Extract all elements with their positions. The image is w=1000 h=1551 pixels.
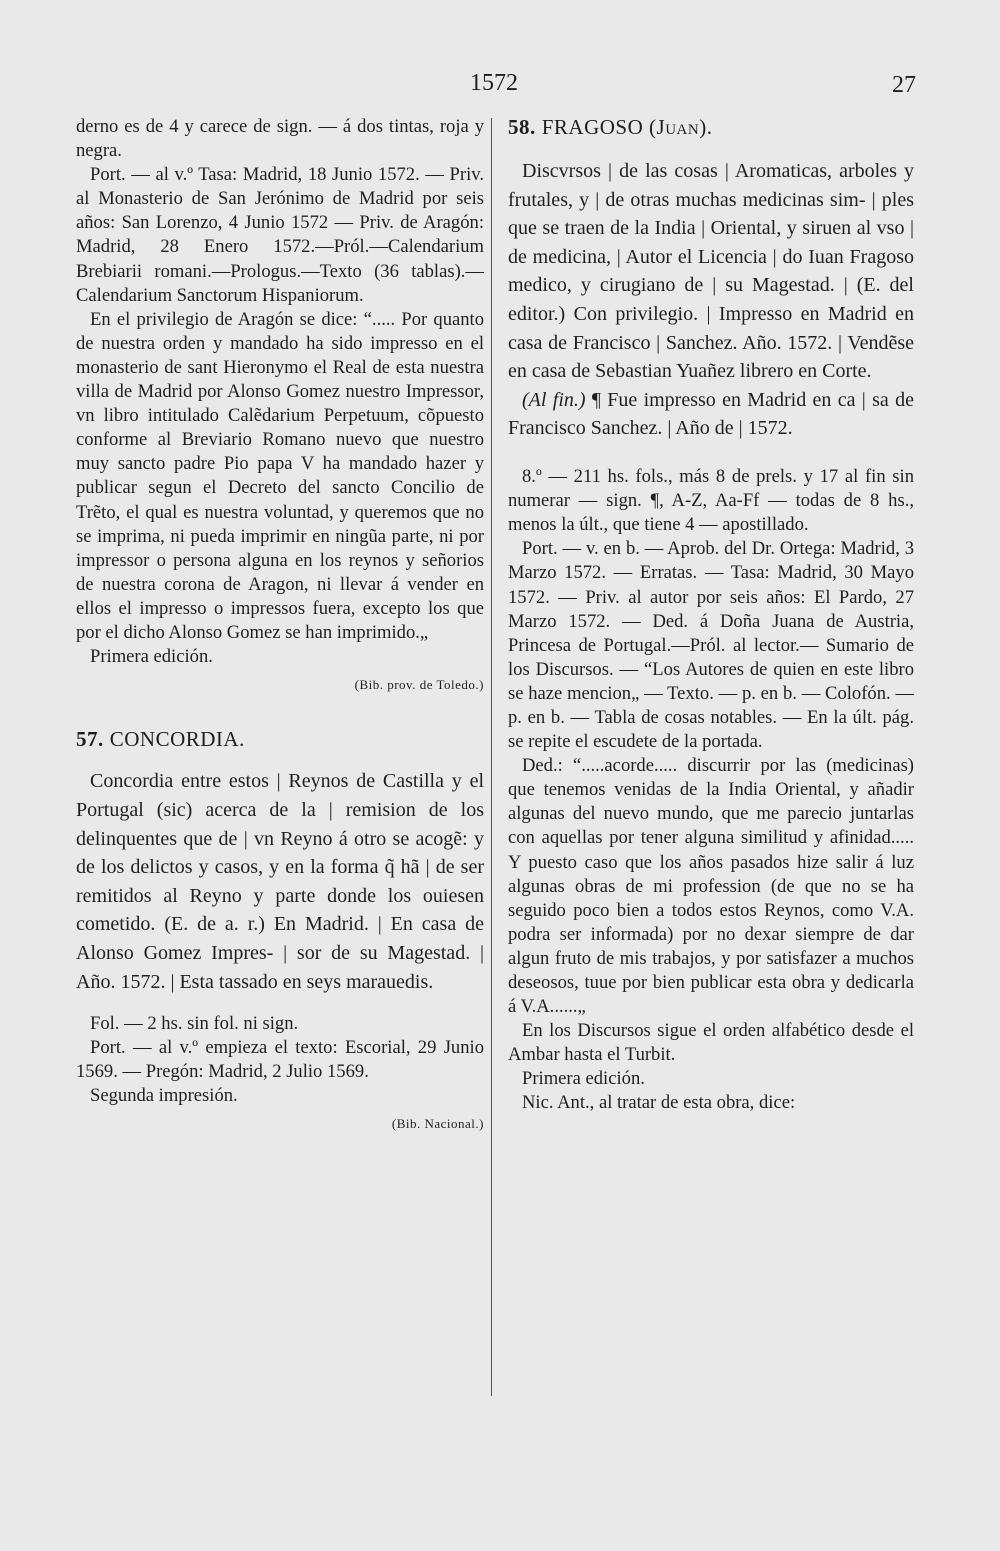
continuation-paragraph: derno es de 4 y carece de sign. — á dos tintas, roja y negra. [76,116,484,162]
entry-note: Primera edición. [522,1068,645,1090]
entry-transcribed-title: Discvrsos | de las cosas | Aromaticas, arboles y frutales, y | de otras muchas medicinas sim- | ples que se traen de la India | Oriental, y siruen al vso | de medicina, | Autor el Licencia | do Iuan Fragoso medico, y cirugiano de | su Magestad. | (E. del editor.) Con privilegio. | Impresso en Madrid en casa de Francisco | Sanchez. Año. 1572. | Vendẽse en casa de Sebastian Yuañez librero en Corte. [508,160,914,383]
entry-note: Port. — al v.º empieza el texto: Escorial, 29 Junio 1569. — Pregón: Madrid, 2 Julio 1569. [76,1037,484,1083]
right-column [508,115,914,1116]
entry-author-surname: FRAGOSO [541,115,644,139]
entry-note: En los Discursos sigue el orden alfabético desde el Ambar hasta el Turbit. [508,1020,914,1066]
entry-note: Segunda impresión. [90,1085,238,1107]
entry-number: 57. [76,727,104,752]
entry-note: Ded.: “.....acorde..... discurrir por las (medicinas) que tenemos venidas de la India Oriental, y añadir algunas del nuevo mundo, que me parecio juntarlas con aquellas por tener alguna similitud y afinidad..... Y puesto caso que los años pasados hize salir á luz algunas obras de mi profession (de que no se ha seguido poco bien a todos estos Reynos, como V.A. podra ser informada) por no dexar siempre de dar algun fruto de mis trabajos, y por satisfazer a muchos deseosos, tuue por bien publicar esta obra y dedicarla á V.A......„ [508,755,914,1018]
entry-number: 58. [508,115,536,139]
entry-heading [508,115,914,139]
running-header-year: 1572 [470,70,518,96]
continuation-paragraph: Primera edición. [90,646,213,668]
entry-heading [76,727,484,751]
entry-colophon [508,386,914,443]
colophon-label: (Al fin.) [522,388,586,411]
column-divider [491,118,492,1396]
continuation-paragraph: En el privilegio de Aragón se dice: “..... Por quanto de nuestra orden y mandado ha sido impresso en el monasterio de sant Hieronymo el Real de esta nuestra villa de Madrid por Alonso Gomez nuestro Impressor, vn libro intitulado Calẽdarium Perpetuum, cõpuesto conforme al Breviario Romano nuevo que nuestro muy sancto padre Pio papa V ha mandado hazer y publicar segun el Decreto del sancto Concilio de Trẽto, el qual es nuestra voluntad, y queremos que no se imprima, ni pueda imprimir en ningũa parte, ni por impressor o persona alguna en los reynos y señorios de nuestra corona de Aragon, ni llevar á vender en ellos el impresso o impressos fuera, excepto los que por el dicho Alonso Gomez se han imprimido.„ [76,308,484,643]
entry-note: Port. — v. en b. — Aprob. del Dr. Ortega: Madrid, 3 Marzo 1572. — Erratas. — Tasa: Madrid, 30 Mayo 1572. — Priv. al autor por seis años: El Pardo, 27 Marzo 1572. — Ded. á Doña Juana de Austria, Princesa de Portugal.—Pról. al lector.— Sumario de los Discursos. — “Los Autores de quien en este libro se haze mencion„ — Texto. — p. en b. — Colofón. — p. en b. — Tabla de cosas notables. — En la últ. pág. se repite el escudete de la portada. [508,538,914,753]
entry-note: Fol. — 2 hs. sin fol. ni sign. [90,1013,299,1035]
entry-note: 8.º — 211 hs. fols., más 8 de prels. y 17 al fin sin numerar — sign. ¶, A-Z, Aa-Ff — todas de 8 hs., menos la últ., que tiene 4 — apostillado. [508,466,914,536]
entry-title-heading: CONCORDIA. [109,727,245,752]
left-column [76,115,484,1137]
continuation-paragraph: Port. — al v.º Tasa: Madrid, 18 Junio 1572. — Priv. al Monasterio de San Jerónimo de Madrid por seis años: San Lorenzo, 4 Junio 1572 — Priv. de Aragón: Madrid, 28 Enero 1572.—Pról.—Calendarium Brebiarii romani.—Prologus.—Texto (36 tablas).—Calendarium Sanctorum Hispaniorum. [76,164,484,306]
entry-author-name: (Juan). [649,115,713,139]
entry-note: Nic. Ant., al tratar de esta obra, dice: [522,1092,796,1114]
source-library: (Bib. prov. de Toledo.) [354,677,484,693]
source-library: (Bib. Nacional.) [391,1116,484,1132]
entry-transcribed-title: Concordia entre estos | Reynos de Castilla y el Portugal (sic) acerca de la | remision de los delinquentes que de | vn Reyno á otro se acogẽ: y de los delictos y casos, y en la forma q̃ hã | de ser remitidos al Reyno y parte donde los ouiesen cometido. (E. de a. r.) En Madrid. | En casa de Alonso Gomez Impres- | sor de su Magestad. | Año. 1572. | Esta tassado en seys marauedis. [76,770,484,993]
colophon-text: ¶ Fue impresso en Madrid en ca | sa de Francisco Sanchez. | Año de | 1572. [508,388,914,440]
page-number: 27 [892,72,916,98]
